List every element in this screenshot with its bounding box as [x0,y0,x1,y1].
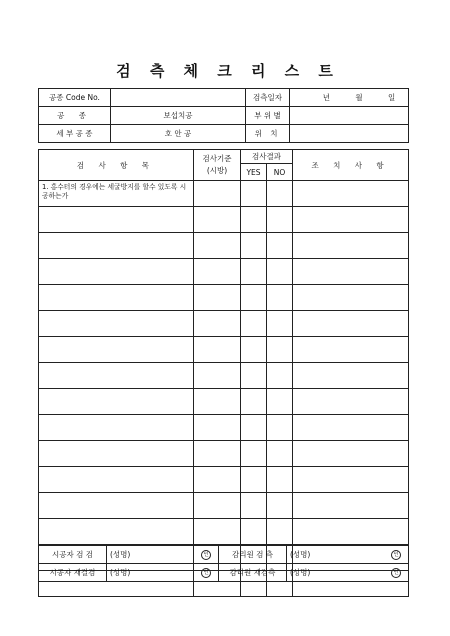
subwork-label: 세 부 공 종 [39,125,111,143]
no-cell[interactable] [267,519,293,545]
standard-cell[interactable] [194,467,241,493]
item-cell[interactable] [39,389,194,415]
yes-cell[interactable] [241,337,267,363]
supervisor-inspect-label: 감리원 검 측 [219,546,287,564]
action-cell[interactable] [293,389,409,415]
standard-cell[interactable] [194,389,241,415]
table-row [39,181,409,207]
action-cell[interactable] [293,233,409,259]
item-cell[interactable] [39,363,194,389]
no-cell[interactable] [267,363,293,389]
item-cell[interactable] [39,259,194,285]
supervisor-reinspect-name: (성명) [290,568,311,577]
supervisor-reinspect-sign[interactable] [287,564,409,582]
item-cell[interactable]: 1. 홍수터의 경우에는 세굴방지를 할수 있도록 시공하는가 [39,181,194,207]
supervisor-reinspect-label: 감리원 재검측 [219,564,287,582]
standard-cell[interactable] [194,207,241,233]
yes-cell[interactable] [241,311,267,337]
item-cell[interactable] [39,415,194,441]
standard-cell[interactable] [194,363,241,389]
table-row [39,259,409,285]
seal-icon: 인 [201,550,211,560]
location-label: 위 치 [246,125,290,143]
table-row [39,467,409,493]
no-cell[interactable] [267,415,293,441]
action-cell[interactable] [293,415,409,441]
page-title: 검 측 체 크 리 스 트 [116,62,334,80]
no-cell[interactable] [267,493,293,519]
seal-icon: 인 [391,550,401,560]
yes-cell[interactable] [241,519,267,545]
yes-cell[interactable] [241,493,267,519]
yes-cell[interactable] [241,415,267,441]
yes-cell[interactable] [241,233,267,259]
item-cell[interactable] [39,519,194,545]
date-day-label: 일 [388,93,396,102]
contractor-inspect-sign[interactable] [107,546,219,564]
contractor-inspect-label: 시공자 검 검 [39,546,107,564]
item-cell[interactable] [39,493,194,519]
table-row [39,233,409,259]
item-cell[interactable] [39,311,194,337]
action-cell[interactable] [293,467,409,493]
standard-cell[interactable] [194,441,241,467]
action-cell[interactable] [293,441,409,467]
no-cell[interactable] [267,207,293,233]
no-cell[interactable] [267,337,293,363]
inspection-rows [39,181,409,597]
table-row [39,415,409,441]
col-action-header: 조 치 사 항 [293,150,409,181]
action-cell[interactable] [293,363,409,389]
seal-icon: 인 [201,568,211,578]
table-row [39,519,409,545]
location-value[interactable] [290,125,409,143]
item-cell[interactable] [39,207,194,233]
supervisor-inspect-name: (성명) [290,550,311,559]
contractor-reinspect-sign[interactable] [107,564,219,582]
code-value[interactable] [111,89,246,107]
action-cell[interactable] [293,181,409,207]
action-cell[interactable] [293,207,409,233]
standard-cell[interactable] [194,493,241,519]
part-value[interactable] [290,107,409,125]
yes-cell[interactable] [241,285,267,311]
action-cell[interactable] [293,493,409,519]
col-no-header: NO [267,164,293,181]
standard-cell[interactable] [194,415,241,441]
yes-cell[interactable] [241,181,267,207]
no-cell[interactable] [267,441,293,467]
yes-cell[interactable] [241,441,267,467]
seal-icon: 인 [391,568,401,578]
subwork-value[interactable]: 호 안 공 [111,125,246,143]
part-label: 부 위 별 [246,107,290,125]
no-cell[interactable] [267,233,293,259]
action-cell[interactable] [293,285,409,311]
action-cell[interactable] [293,311,409,337]
contractor-reinspect-label: 시공자 재결검 [39,564,107,582]
standard-cell[interactable] [194,519,241,545]
item-cell[interactable] [39,337,194,363]
inspection-table [38,149,409,597]
yes-cell[interactable] [241,467,267,493]
date-label: 검측일자 [246,89,290,107]
table-row [39,493,409,519]
supervisor-inspect-sign[interactable] [287,546,409,564]
standard-cell[interactable] [194,311,241,337]
signature-table [38,545,409,582]
col-item-header: 검 사 항 목 [39,150,194,181]
no-cell[interactable] [267,467,293,493]
table-row [39,337,409,363]
col-yes-header: YES [241,164,267,181]
yes-cell[interactable] [241,363,267,389]
standard-cell[interactable] [194,337,241,363]
yes-cell[interactable] [241,259,267,285]
standard-cell[interactable] [194,259,241,285]
no-cell[interactable] [267,259,293,285]
table-row [39,311,409,337]
contractor-inspect-name: (성명) [110,550,131,559]
col-standard-header [194,150,241,181]
action-cell[interactable] [293,337,409,363]
no-cell[interactable] [267,389,293,415]
work-value[interactable]: 보섭치공 [111,107,246,125]
work-label: 공 종 [39,107,111,125]
table-row [39,285,409,311]
item-cell[interactable] [39,441,194,467]
standard-cell[interactable] [194,285,241,311]
table-row [39,363,409,389]
standard-cell[interactable] [194,181,241,207]
col-result-header: 검사결과 [241,150,293,164]
header-table [38,88,409,143]
table-row [39,389,409,415]
no-cell[interactable] [267,181,293,207]
item-cell[interactable] [39,467,194,493]
item-cell[interactable] [39,233,194,259]
col-standard-line1: 검사기준 [202,154,232,163]
table-row [39,441,409,467]
date-month-label: 월 [355,93,363,102]
action-cell[interactable] [293,259,409,285]
col-standard-line2: (시방) [206,166,228,175]
contractor-reinspect-name: (성명) [110,568,131,577]
code-label: 공종 Code No. [39,89,111,107]
yes-cell[interactable] [241,207,267,233]
standard-cell[interactable] [194,233,241,259]
no-cell[interactable] [267,311,293,337]
date-year-label: 년 [322,93,330,102]
table-row [39,207,409,233]
action-cell[interactable] [293,519,409,545]
item-cell[interactable] [39,285,194,311]
no-cell[interactable] [267,285,293,311]
date-value[interactable] [290,89,409,107]
yes-cell[interactable] [241,389,267,415]
